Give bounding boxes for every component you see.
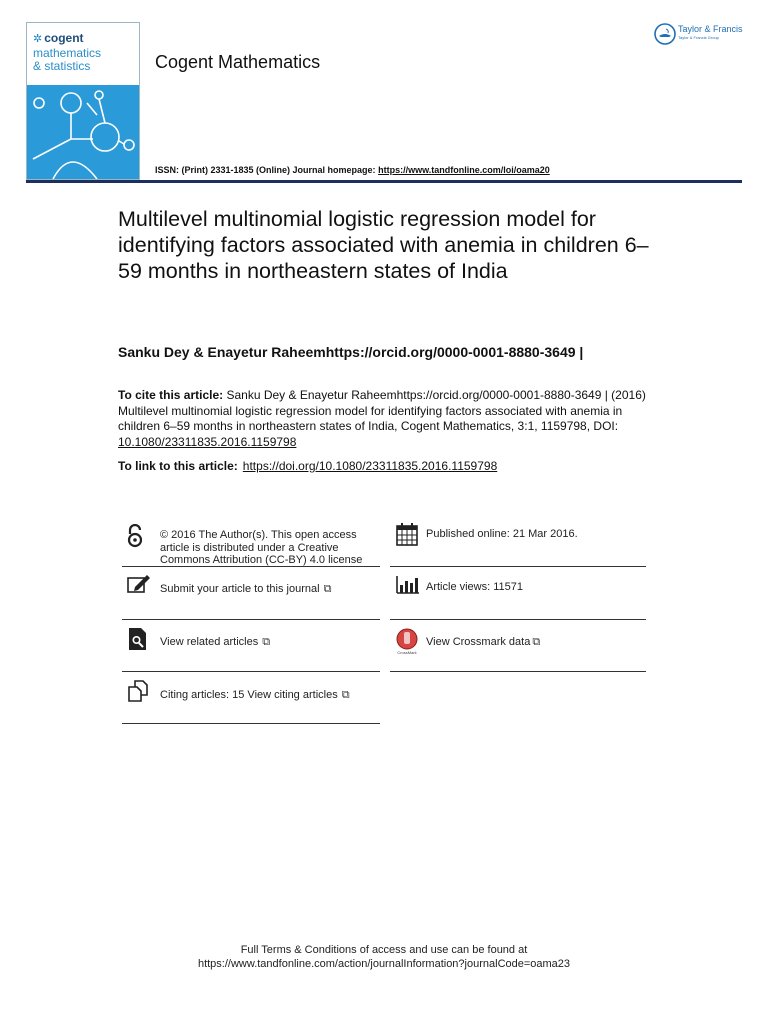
related-articles-label: View related articles: [160, 636, 259, 648]
grid-divider: [390, 671, 646, 672]
citation-block: [118, 388, 658, 450]
article-title: Multilevel multinomial logistic regression model for identifying factors associated with anemia in children 6–59 months in northeastern states of India: [118, 207, 649, 283]
grid-divider: [390, 619, 646, 620]
citing-articles-icon: [128, 680, 152, 702]
bar-chart-icon: [396, 576, 420, 594]
cogent-logo-icon: ✲: [33, 33, 43, 45]
submit-article-link[interactable]: [160, 583, 331, 596]
crossmark-link[interactable]: [426, 636, 540, 649]
citation-text: Sanku Dey & Enayetur Raheemhttps://orcid.org/0000-0001-8880-3649 | (2016) Multilevel multinomial logistic regression model for identifying factors associated with anemia in children 6–59 months in northeastern states of India, Cogent Mathematics, 3:1, 1159798, DOI:: [118, 388, 646, 433]
external-link-icon: ⧉: [262, 636, 271, 648]
crossmark-label: View Crossmark data: [426, 636, 531, 648]
crossmark-badge-text: CrossMark: [397, 650, 417, 655]
grid-divider: [122, 671, 380, 672]
submit-article-label: Submit your article to this journal: [160, 583, 320, 595]
issn-text: ISSN: (Print) 2331-1835 (Online) Journal homepage:: [155, 165, 376, 175]
citation-label: To cite this article:: [118, 388, 224, 402]
grid-divider: [122, 619, 380, 620]
citation-doi-link[interactable]: 10.1080/23311835.2016.1159798: [118, 434, 297, 449]
article-authors: Sanku Dey & Enayetur Raheemhttps://orcid.org/0000-0001-8880-3649 |: [118, 344, 584, 360]
external-link-icon: ⧉: [341, 689, 350, 701]
article-views: Article views: 11571: [426, 581, 524, 593]
external-link-icon: ⧉: [532, 636, 541, 648]
grid-divider: [122, 723, 380, 724]
journal-cover: [26, 22, 140, 180]
journal-title: Cogent Mathematics: [155, 52, 321, 72]
journal-homepage-link[interactable]: https://www.tandfonline.com/loi/oama20: [378, 165, 550, 175]
publisher-group: Taylor & Francis Group: [678, 35, 719, 40]
grid-divider: [122, 566, 380, 567]
publisher-logo[interactable]: [654, 22, 746, 46]
license-line-1: © 2016 The Author(s). This open access: [160, 529, 357, 541]
published-online: Published online: 21 Mar 2016.: [426, 528, 578, 540]
submit-edit-icon: [127, 574, 151, 594]
article-doi-link[interactable]: https://doi.org/10.1080/23311835.2016.1159798: [242, 459, 498, 473]
link-to-article: [118, 459, 497, 473]
taylor-francis-lamp-icon: [654, 23, 676, 45]
issn-line: [155, 165, 550, 175]
calendar-icon: [396, 522, 418, 546]
link-label: To link to this article:: [118, 459, 238, 473]
grid-divider: [390, 566, 646, 567]
cover-line-1: mathematics: [33, 46, 102, 60]
terms-footer: [0, 943, 768, 971]
license-line-3: Commons Attribution (CC-BY) 4.0 license: [160, 554, 363, 566]
citing-articles-label: Citing articles: 15 View citing articles: [160, 689, 338, 701]
header-divider: [26, 180, 742, 183]
license-line-2: article is distributed under a Creative: [160, 541, 339, 554]
cover-line-2: & statistics: [33, 59, 91, 73]
external-link-icon: ⧉: [323, 583, 332, 595]
cover-logo-text: cogent: [44, 31, 84, 45]
open-access-icon: [127, 524, 143, 548]
related-articles-icon: [127, 627, 147, 651]
terms-line-1: Full Terms & Conditions of access and use can be found at: [240, 944, 528, 956]
cover-artwork: [27, 85, 139, 179]
citing-articles-link[interactable]: [160, 689, 350, 702]
terms-url[interactable]: https://www.tandfonline.com/action/journalInformation?journalCode=oama23: [197, 958, 571, 970]
publisher-name: Taylor & Francis: [678, 24, 743, 34]
license-notice: [160, 529, 362, 567]
related-articles-link[interactable]: [160, 636, 270, 649]
